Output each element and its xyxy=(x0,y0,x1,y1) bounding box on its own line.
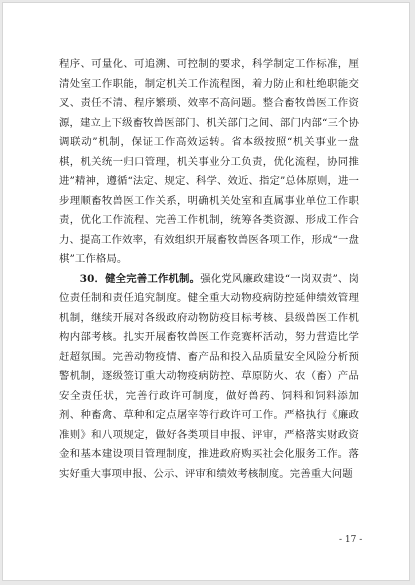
page-number: - 17 - xyxy=(339,535,363,545)
paragraph-2 xyxy=(59,270,359,485)
document-page xyxy=(3,3,409,580)
paragraph-2-text: 强化党风廉政建设“一岗双责”、岗位责任制和责任追究制度。健全重大动物疫病防控延伸绩效管理机制，继续开展对各级政府动物防疫目标考核、县级兽医工作机构内部考核。扎实开展畜牧兽医工作竞赛杯活动，努力营造比学赶超氛围。完善动物疫情、畜产品和投入品质量安全风险分析预警机制，逐级签订重大动物疫病防控、草原防火、农（畜）产品安全责任状，完善行政许可制度，做好兽药、饲料和饲料添加剂、种畜禽、草种和定点屠宰等行政许可工作。严格执行《廉政准则》和八项规定，做好各类项目申报、评审，严格落实财政资金和基本建设项目管理制度，推进政府购买社会化服务工作。落实好重大事项申报、公示、评审和绩效考核制度。完善重大问题 xyxy=(59,272,359,480)
paragraph-2-heading: 30．健全完善工作机制。 xyxy=(79,272,201,285)
paragraph-1: 程序、可量化、可追溯、可控制的要求，科学制定工作标准，厘清处室工作职能，制定机关工作流程图，着力防止和杜绝职能交叉、责任不清、程序繁琐、效率不高问题。整合畜牧兽医工作资源，建立上下级畜牧兽医部门、机关部门之间、部门内部“三个协调联动”机制，保证工作高效运转。省本级按照“机关事业一盘棋，机关统一归口管理，机关事业分工负责，优化流程，协同推进”精神，遵循“法定、规定、科学、效近、指定”总体原则，进一步理顺畜牧兽医工作关系，明确机关处室和直属事业单位工作职责，优化工作流程、完善工作机制，统筹各类资源、形成工作合力、提高工作效率，有效组织开展畜牧兽医各项工作，形成“一盘棋”工作格局。 xyxy=(59,58,359,265)
document-body xyxy=(59,55,359,484)
